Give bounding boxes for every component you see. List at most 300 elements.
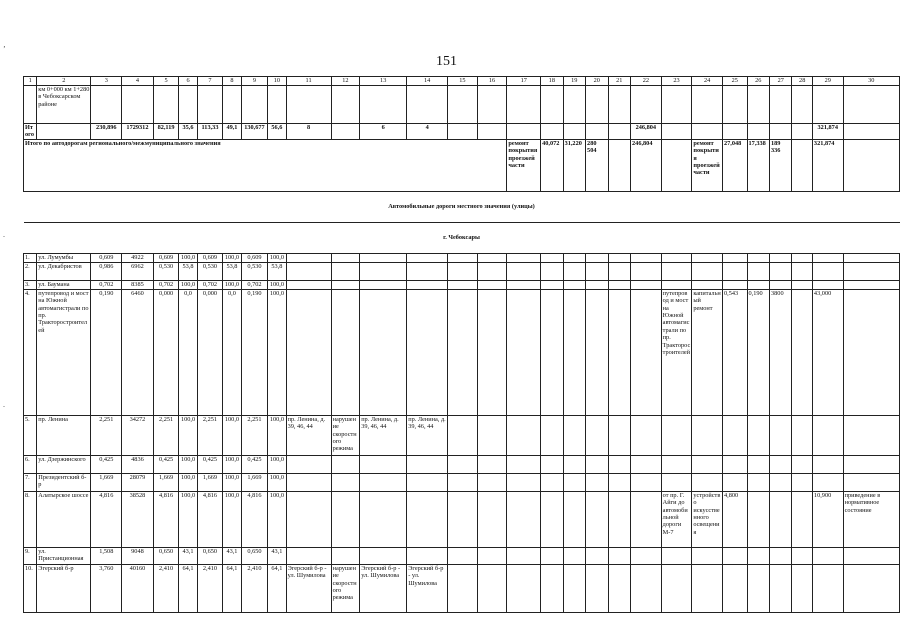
table-cell [541,455,563,473]
table-row [24,564,900,612]
table-cell [507,564,541,612]
table-cell [541,280,563,289]
table-cell [843,547,899,564]
table-cell: 2,251 [153,415,179,455]
table-cell: 43,1 [268,547,286,564]
table-cell [608,415,630,455]
table-cell [608,139,630,191]
table-cell [179,86,197,124]
table-cell [241,86,268,124]
table-cell [792,280,812,289]
table-cell [507,473,541,491]
table-cell: 100,0 [179,253,197,262]
table-cell: 0,609 [197,253,223,262]
table-cell: 9048 [122,547,154,564]
table-cell [747,455,769,473]
table-cell [792,139,812,191]
road-name: ул. Баумана [37,280,91,289]
table-cell [448,86,478,124]
table-cell [407,289,448,415]
table-cell [631,564,662,612]
table-cell: 100,0 [179,280,197,289]
table-cell: 31,220 [563,139,585,191]
column-number-header: 9 [241,77,268,86]
table-cell: путепровод и мост на Южной автомагистрали по пр. Тракторостроителей [661,289,692,415]
table-cell: 0,530 [197,262,223,280]
table-cell [541,547,563,564]
table-cell: 27,048 [722,139,747,191]
table-cell: 4,816 [91,491,122,547]
table-cell [360,473,407,491]
road-name: ул. Дзержинского [37,455,91,473]
table-cell: 53,8 [179,262,197,280]
table-cell: км 0+000 км 1+280 в Чебоксарском районе [37,86,91,124]
table-cell: 0,425 [241,455,268,473]
table-cell [722,473,747,491]
table-cell: 4836 [122,455,154,473]
table-cell: 100,0 [223,491,241,547]
table-cell [563,491,585,547]
table-cell [792,289,812,415]
column-number-header: 18 [541,77,563,86]
table-cell [448,124,478,140]
table-cell [541,262,563,280]
table-cell [563,564,585,612]
table-cell [286,289,331,415]
table-cell [586,415,608,455]
table-cell: 280 504 [586,139,608,191]
table-cell: 100,0 [179,473,197,491]
road-name: ул. Лумумбы [37,253,91,262]
table-cell: ремонт покрытия проезжей части [692,139,723,191]
table-cell: 53,8 [223,262,241,280]
column-number-header: 23 [661,77,692,86]
table-cell: 100,0 [223,473,241,491]
row-number: 5. [24,415,37,455]
table-row [24,455,900,473]
table-cell: 0,650 [241,547,268,564]
table-cell [197,86,223,124]
table-cell [631,491,662,547]
table-cell [661,253,692,262]
table-cell: 0,986 [91,262,122,280]
table-cell: 100,0 [268,473,286,491]
table-cell [448,253,478,262]
table-cell: 8385 [122,280,154,289]
table-cell [507,289,541,415]
table-cell [770,124,792,140]
table-cell: 1,669 [153,473,179,491]
table-cell [747,547,769,564]
table-cell [631,473,662,491]
row-number: 6. [24,455,37,473]
table-cell: 38528 [122,491,154,547]
table-cell: 64,1 [268,564,286,612]
table-cell [331,280,360,289]
table-cell [608,473,630,491]
table-cell: 100,0 [223,415,241,455]
city-title: г. Чебоксары [24,222,900,253]
table-cell: 2,410 [197,564,223,612]
table-cell [331,547,360,564]
table-cell [586,491,608,547]
table-cell [286,86,331,124]
table-cell [563,262,585,280]
table-row [24,280,900,289]
table-cell [477,547,507,564]
table-cell: пр. Ленина, д. 39, 46, 44 [360,415,407,455]
table-cell [792,491,812,547]
table-cell [286,547,331,564]
table-cell: 100,0 [268,491,286,547]
table-cell [792,473,812,491]
table-cell [563,455,585,473]
table-cell: 0,702 [197,280,223,289]
table-cell [792,455,812,473]
table-cell [448,280,478,289]
column-number-header: 13 [360,77,407,86]
table-cell [541,86,563,124]
table-cell [608,262,630,280]
table-cell: 6962 [122,262,154,280]
road-name: ул. Пристанционная [37,547,91,564]
table-cell: 1,669 [241,473,268,491]
table-cell [770,415,792,455]
table-cell: капитальный ремонт [692,289,723,415]
table-cell [692,262,723,280]
section-title: Автомобильные дороги местного значения (улицы) [24,191,900,222]
column-number-header: 20 [586,77,608,86]
table-cell [286,473,331,491]
table-cell [507,415,541,455]
table-cell: 100,0 [179,455,197,473]
table-cell: 100,0 [223,253,241,262]
table-cell [407,473,448,491]
table-cell: 0,425 [197,455,223,473]
table-cell [843,139,899,191]
table-cell [407,253,448,262]
table-cell [507,491,541,547]
table-cell [843,564,899,612]
table-cell [722,262,747,280]
table-row [24,86,900,124]
table-cell [770,564,792,612]
table-cell [360,280,407,289]
table-cell [586,547,608,564]
table-cell: 1,669 [197,473,223,491]
table-cell [747,124,769,140]
table-cell: 53,8 [268,262,286,280]
table-cell [843,289,899,415]
document-table-container [23,76,900,613]
table-cell [122,86,154,124]
totals-row [24,124,900,140]
table-row [24,289,900,415]
edge-mark: ‚ [3,40,6,49]
table-cell [360,289,407,415]
table-cell [331,455,360,473]
table-cell [563,253,585,262]
table-cell [586,262,608,280]
edge-mark: . [3,230,5,239]
table-cell: 0,702 [91,280,122,289]
table-cell [407,86,448,124]
table-cell [843,86,899,124]
table-cell: 100,0 [268,289,286,415]
table-cell: 4,816 [241,491,268,547]
table-cell [477,262,507,280]
table-cell [331,262,360,280]
table-cell [722,547,747,564]
table-cell: 0,650 [197,547,223,564]
column-number-header: 15 [448,77,478,86]
table-cell [747,262,769,280]
table-cell: 246,804 [631,124,662,140]
table-cell: ремонт покрытия проезжей части [507,139,541,191]
table-cell [722,564,747,612]
table-cell [747,415,769,455]
table-cell: 0,0 [223,289,241,415]
table-cell [722,253,747,262]
table-cell [448,473,478,491]
table-cell: 34272 [122,415,154,455]
row-number: 1. [24,253,37,262]
table-cell: 100,0 [268,415,286,455]
table-cell [541,473,563,491]
table-cell: 6460 [122,289,154,415]
table-cell [541,124,563,140]
table-cell [661,280,692,289]
table-cell [661,139,692,191]
table-cell: 0,190 [91,289,122,415]
table-cell: 321,874 [812,139,843,191]
table-cell: 100,0 [223,280,241,289]
table-cell [631,415,662,455]
table-cell [770,262,792,280]
table-cell [812,262,843,280]
table-cell [631,547,662,564]
table-cell [722,280,747,289]
table-cell [631,253,662,262]
road-name: Алатырское шоссе [37,491,91,547]
table-cell: 130,677 [241,124,268,140]
table-cell [812,280,843,289]
column-number-header: 30 [843,77,899,86]
table-cell: 10,900 [812,491,843,547]
table-cell: 0,190 [241,289,268,415]
table-cell [608,289,630,415]
column-number-header: 22 [631,77,662,86]
table-cell [770,280,792,289]
table-cell [448,491,478,547]
table-cell: 0,543 [722,289,747,415]
table-cell [563,124,585,140]
row-number: 2. [24,262,37,280]
table-cell [792,253,812,262]
table-cell [586,473,608,491]
table-cell: Эгерский б-р - ул. Шумилова [360,564,407,612]
table-cell: 230,896 [91,124,122,140]
table-row [24,262,900,280]
column-number-header: 10 [268,77,286,86]
table-cell [812,564,843,612]
table-cell [792,547,812,564]
table-cell [692,280,723,289]
table-cell [286,262,331,280]
table-cell: 0,609 [91,253,122,262]
table-cell [477,86,507,124]
table-cell [407,455,448,473]
table-cell [563,473,585,491]
table-cell [586,280,608,289]
column-number-header: 25 [722,77,747,86]
table-cell [692,547,723,564]
table-cell [331,86,360,124]
page-number: 151 [436,54,457,69]
column-number-header: 5 [153,77,179,86]
table-cell: 28079 [122,473,154,491]
row-number: 8. [24,491,37,547]
column-number-header: 24 [692,77,723,86]
table-cell: 3800 [770,289,792,415]
table-cell: 4,800 [722,491,747,547]
table-cell [661,86,692,124]
regional-total-label: Итого по автодорогам регионального/межмуниципального значения [24,139,507,191]
table-cell [507,253,541,262]
table-cell [661,473,692,491]
table-cell: от пр. Г. Айги до автомобильной дороги М-7 [661,491,692,547]
table-cell [843,280,899,289]
column-number-header: 16 [477,77,507,86]
table-cell [661,455,692,473]
table-cell [541,415,563,455]
table-cell [747,86,769,124]
table-cell [608,564,630,612]
table-cell [223,86,241,124]
table-cell [286,253,331,262]
table-cell [507,455,541,473]
table-cell: Эгерский б-р - ул. Шумилова [286,564,331,612]
table-cell: 0,000 [197,289,223,415]
table-cell: 246,804 [631,139,662,191]
table-cell [448,455,478,473]
table-cell [692,415,723,455]
table-cell [661,547,692,564]
table-cell [692,455,723,473]
table-cell: 43,1 [179,547,197,564]
table-cell: 49,1 [223,124,241,140]
table-cell [541,564,563,612]
table-cell [586,289,608,415]
table-cell [586,124,608,140]
table-cell: 100,0 [179,415,197,455]
table-cell [448,415,478,455]
table-cell: 82,119 [153,124,179,140]
table-cell [586,455,608,473]
table-row [24,473,900,491]
table-cell [586,564,608,612]
table-cell: 4,816 [197,491,223,547]
table-cell [507,262,541,280]
table-cell: 0,702 [153,280,179,289]
table-cell [563,547,585,564]
table-cell: 2,251 [241,415,268,455]
table-cell: 0,530 [241,262,268,280]
table-cell: 0,190 [747,289,769,415]
table-cell [722,124,747,140]
column-number-header: 6 [179,77,197,86]
table-cell [661,564,692,612]
table-cell [448,564,478,612]
table-cell [477,124,507,140]
table-cell [812,253,843,262]
column-number-header: 26 [747,77,769,86]
table-cell: 4 [407,124,448,140]
table-cell [448,547,478,564]
table-cell [360,86,407,124]
column-number-header: 17 [507,77,541,86]
table-cell [37,124,91,140]
table-cell: 43,000 [812,289,843,415]
table-row [24,547,900,564]
table-cell [843,124,899,140]
table-cell: 43,1 [223,547,241,564]
table-row [24,491,900,547]
table-cell: 64,1 [223,564,241,612]
table-cell: 100,0 [268,455,286,473]
regional-total-row [24,139,900,191]
row-number: 9. [24,547,37,564]
table-cell [812,86,843,124]
table-cell: 4,816 [153,491,179,547]
table-cell [286,280,331,289]
table-cell [268,86,286,124]
table-cell [24,86,37,124]
table-cell [563,415,585,455]
road-name: путепровод и мост на Южной автомагистрали по пр. Тракторостроителей [37,289,91,415]
table-cell: 6 [360,124,407,140]
table-cell [407,280,448,289]
table-cell: 2,251 [197,415,223,455]
column-number-header: 8 [223,77,241,86]
table-cell [91,86,122,124]
table-cell [747,280,769,289]
table-cell: 17,338 [747,139,769,191]
table-cell [692,253,723,262]
table-cell [608,491,630,547]
column-number-header: 14 [407,77,448,86]
table-cell [631,86,662,124]
table-cell [661,124,692,140]
table-cell [792,124,812,140]
table-cell [563,289,585,415]
road-name: ул. Декабристов [37,262,91,280]
table-cell [286,491,331,547]
table-cell [722,455,747,473]
table-cell: 1,508 [91,547,122,564]
table-cell [477,253,507,262]
table-cell [586,253,608,262]
table-cell: 0,650 [153,547,179,564]
table-cell [541,289,563,415]
table-cell [812,455,843,473]
table-cell [770,491,792,547]
table-cell [360,547,407,564]
table-cell [360,253,407,262]
column-number-header: 1 [24,77,37,86]
section-banner [24,191,900,222]
table-cell [608,253,630,262]
